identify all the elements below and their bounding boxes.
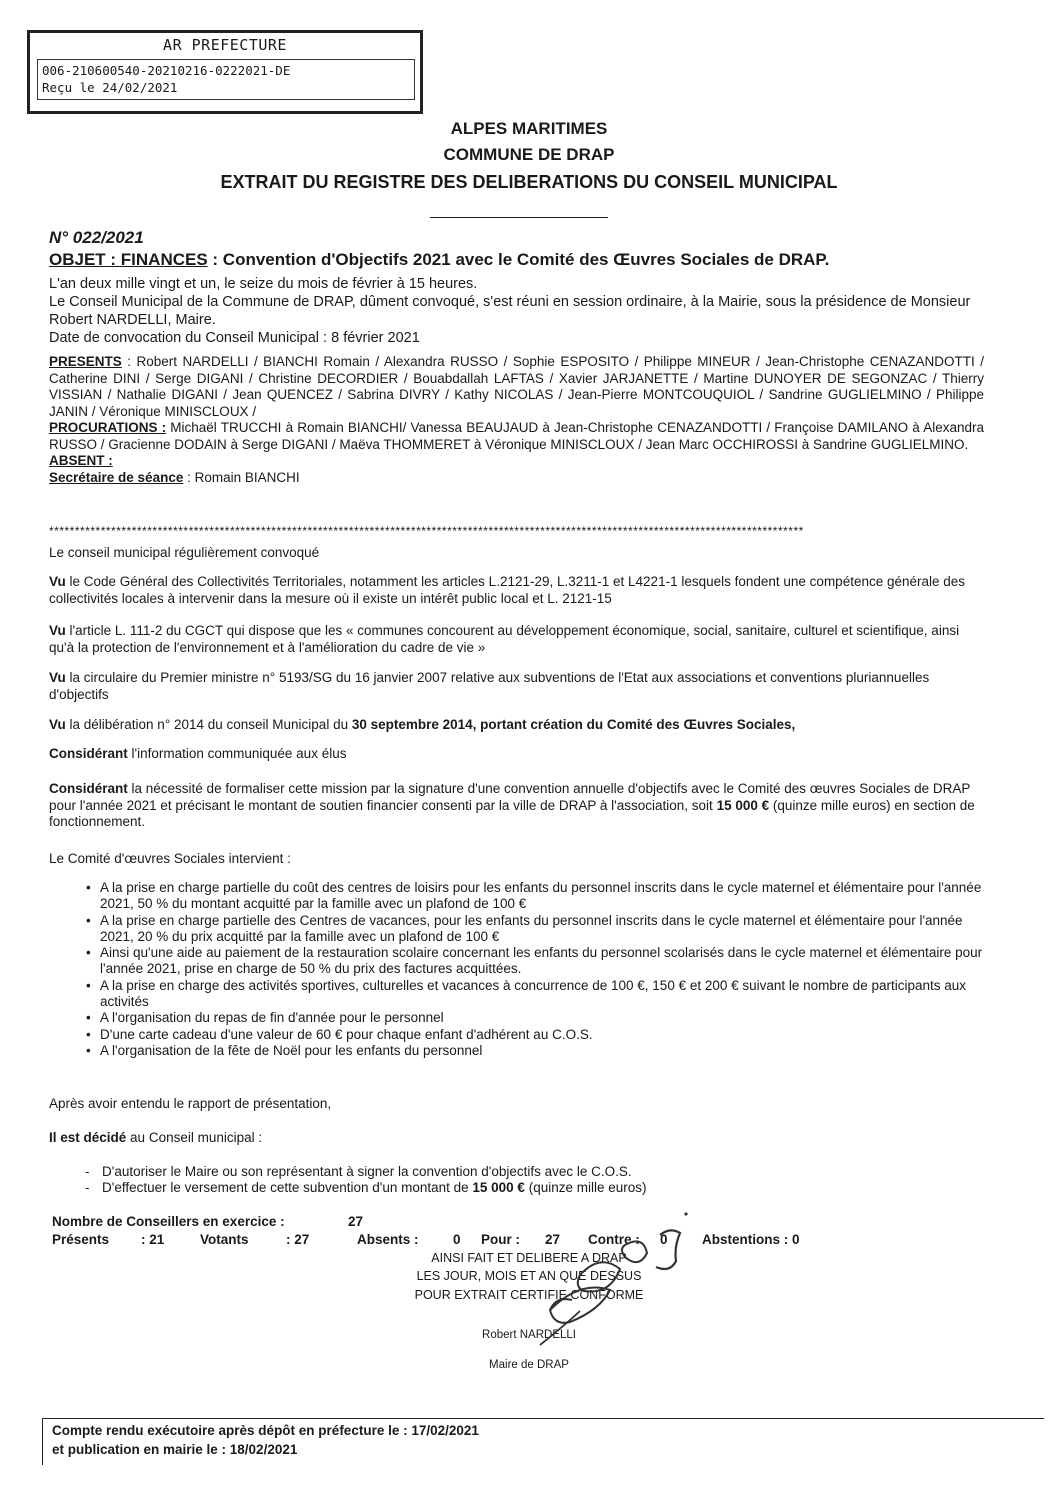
votes-exercice-label: Nombre de Conseillers en exercice : [52,1214,285,1229]
votes-pour-label: Pour : [481,1232,520,1247]
bullet-icon: • [86,977,91,993]
considerant-convention: Considérant la nécessité de formaliser cette mission par la signature d'une convention annuelle d'objectifs avec le Comité des œuvres Sociales de DRAP pour l'année 2021 et précisant le montant de soutien financier consenti par la ville de DRAP à l'association, soit 15 000 € (quinze mille euros) en section de fonctionnement. [49,781,975,829]
handwritten-signature-icon [520,1205,700,1355]
list-item: • A la prise en charge partielle du coût des centres de loisirs pour les enfants du personnel inscrits dans le cycle maternel et élémentaire pour l'année 2021, 50 % du montant acquitté par la famille avec un plafond de 100 € [86,880,982,912]
bullet-icon: • [86,912,91,928]
decision-list [49,1164,984,1197]
session-statement: Le Conseil Municipal de la Commune de DRAP, dûment convoqué, s'est réuni en session ordinaire, à la Mairie, sous la présidence de Monsieur Robert NARDELLI, Maire. [49,294,971,328]
header-commune: COMMUNE DE DRAP [443,145,615,164]
list-item: • A l'organisation du repas de fin d'année pour le personnel [86,1010,444,1026]
secretaire-line [49,470,984,487]
considerant-l111: Vu l'article L. 111-2 du CGCT qui dispose que les « communes concourent au développement économique, social, sanitaire, culturel et scientifique, ainsi qu'à la protection de l'environnement et à l'amélioration du cadre de vie » [49,623,960,655]
stamp-reference: 006-210600540-20210216-0222021-DE [42,63,291,78]
list-item: - D'autoriser le Maire ou son représentant à signer la convention d'objectifs avec le C.O.S. [85,1164,632,1179]
footer-prefecture-date: Compte rendu exécutoire après dépôt en préfecture le : 17/02/2021 [52,1423,479,1438]
votes-exercice-value: 27 [348,1214,364,1229]
list-item: • A l'organisation de la fête de Noël pour les enfants du personnel [86,1042,483,1058]
votes-contre-value: 0 [660,1232,668,1247]
stamp-received-date: Reçu le 24/02/2021 [42,80,178,95]
session-date: L'an deux mille vingt et un, le seize du mois de février à 15 heures. [49,276,478,292]
convocation-date: Date de convocation du Conseil Municipal : 8 février 2021 [49,330,420,346]
list-item: • A la prise en charge partielle des Centres de vacances, pour les enfants du personnel inscrits dans le cycle maternel et élémentaire pour l'année 2021, 20 % du prix acquitté par la famille avec un plafond de 100 € [86,912,963,944]
votes-absents-label: Absents : [357,1232,419,1247]
procurations-names: Michaël TRUCCHI à Romain BIANCHI/ Vanessa BEAUJAUD à Jean-Christophe CENAZANDOTTI / Françoise DAMILANO à Alexandra RUSSO / Gracienne DODAIN à Serge DIGANI / Maëva THOMMERET à Véronique MINISCLOUX / Jean Marc OCCHIROSSI à Sandrine GUGLIELMINO. [49,420,984,452]
procurations-list [49,420,984,453]
header-department: ALPES MARITIMES [450,119,608,138]
considerant-circulaire: Vu la circulaire du Premier ministre n° 5193/SG du 16 janvier 2007 relative aux subventions de l'Etat aux associations et conventions pluriannuelles d'objectifs [49,670,930,702]
votes-votants-label: Votants [200,1232,249,1247]
list-item: - D'effectuer le versement de cette subvention d'un montant de 15 000 € (quinze mille euros) [85,1180,647,1196]
stamp-title: AR PREFECTURE [163,36,287,54]
deliberation-object [49,250,829,270]
cos-intro: Le Comité d'œuvres Sociales intervient : [49,851,291,866]
presents-list [49,354,984,420]
object-text: : Convention d'Objectifs 2021 avec le Comité des Œuvres Sociales de DRAP. [207,250,830,269]
list-item: • A la prise en charge des activités sportives, culturelles et vacances à concurrence de 100 €, 150 € et 200 € suivant le nombre de participants aux activités [86,977,967,1010]
presents-names: : Robert NARDELLI / BIANCHI Romain / Alexandra RUSSO / Sophie ESPOSITO / Philippe MINEUR / Jean-Christophe CENAZANDOTTI / Catherine DINI / Serge DIGANI / Christine DECORDIER / Bouabdallah LAFTAS / Xavier JARJANETTE / Martine DUNOYER DE SEGONZAC / Thierry VISSIAN / Nathalie DIGANI / Jean QUENCEZ / Sabrina DIVRY / Kathy NICOLAS / Jean-Pierre MONTCOUQUIOL / Sandrine GUGLIELMINO / Philippe JANIN / Véronique MINISCLOUX / [49,354,984,419]
absent-label: ABSENT : [49,453,113,468]
bullet-icon: • [86,1010,91,1026]
procurations-label: PROCURATIONS : [49,420,167,435]
secretaire-label: Secrétaire de séance [49,469,184,485]
header-divider [430,217,608,218]
votes-contre-label: Contre : [588,1232,640,1247]
signature-name: Robert NARDELLI [482,1329,576,1341]
bullet-icon: • [86,880,91,895]
votes-votants-value: : 27 [286,1232,310,1247]
considerant-deliberation-2014: Vu la délibération n° 2014 du conseil Municipal du 30 septembre 2014, portant création du Comité des Œuvres Sociales, [49,717,796,732]
header-title: EXTRAIT DU REGISTRE DES DELIBERATIONS DU CONSEIL MUNICIPAL [220,172,838,192]
deliberation-number: N° 022/2021 [49,228,144,247]
decision-intro: Il est décidé au Conseil municipal : [49,1130,263,1145]
considerant-cgct: Vu le Code Général des Collectivités Territoriales, notamment les articles L.2121-29, L.3211-1 et L4221-1 lesquels fondent une compétence générale des collectivités locales à intervenir dans la mesure où il existe un intérêt public local et L. 2121-15 [49,574,966,606]
list-item: • D'une carte cadeau d'une valeur de 60 € pour chaque enfant d'adhérent au C.O.S. [86,1026,593,1042]
attendance-block [49,354,984,486]
bullet-icon: • [86,1026,91,1042]
dash-icon: - [85,1180,90,1196]
bullet-icon: • [86,945,91,961]
votes-presents-label: Présents [52,1232,110,1247]
rapport-line: Après avoir entendu le rapport de présentation, [49,1096,332,1111]
dash-icon: - [85,1164,90,1179]
votes-presents-value: : 21 [141,1232,165,1247]
considerant-information: Considérant l'information communiquée aux élus [49,746,347,761]
object-label: OBJET : FINANCES [49,250,208,269]
separator-stars: ************************************************************************************************************************************************** [49,524,804,538]
votes-absents-value: 0 [453,1232,461,1247]
signature-title: Maire de DRAP [489,1359,569,1371]
absent-line [49,453,984,470]
footer-publication-date: et publication en mairie le : 18/02/2021 [52,1442,298,1457]
bullet-icon: • [86,1042,91,1058]
signature-jour: LES JOUR, MOIS ET AN QUE DESSUS [416,1269,642,1283]
signature-certifie: POUR EXTRAIT CERTIFIE CONFORME [414,1288,644,1302]
cos-missions-list [49,880,984,1059]
presents-label: PRESENTS [49,354,122,369]
secretaire-name: : Romain BIANCHI [183,469,300,485]
votes-pour-value: 27 [545,1232,561,1247]
list-item: • Ainsi qu'une aide au paiement de la restauration scolaire concernant les enfants du personnel scolarisés dans le cycle maternel et élémentaire pour l'année 2021, prise en charge de 50 % du prix des factures acquittées. [86,945,983,977]
considerant-convoque: Le conseil municipal régulièrement convoqué [49,545,320,560]
votes-abstentions: Abstentions : 0 [702,1232,800,1247]
signature-ainsi-fait: AINSI FAIT ET DELIBERE A DRAP [431,1251,627,1265]
session-intro [49,275,984,347]
